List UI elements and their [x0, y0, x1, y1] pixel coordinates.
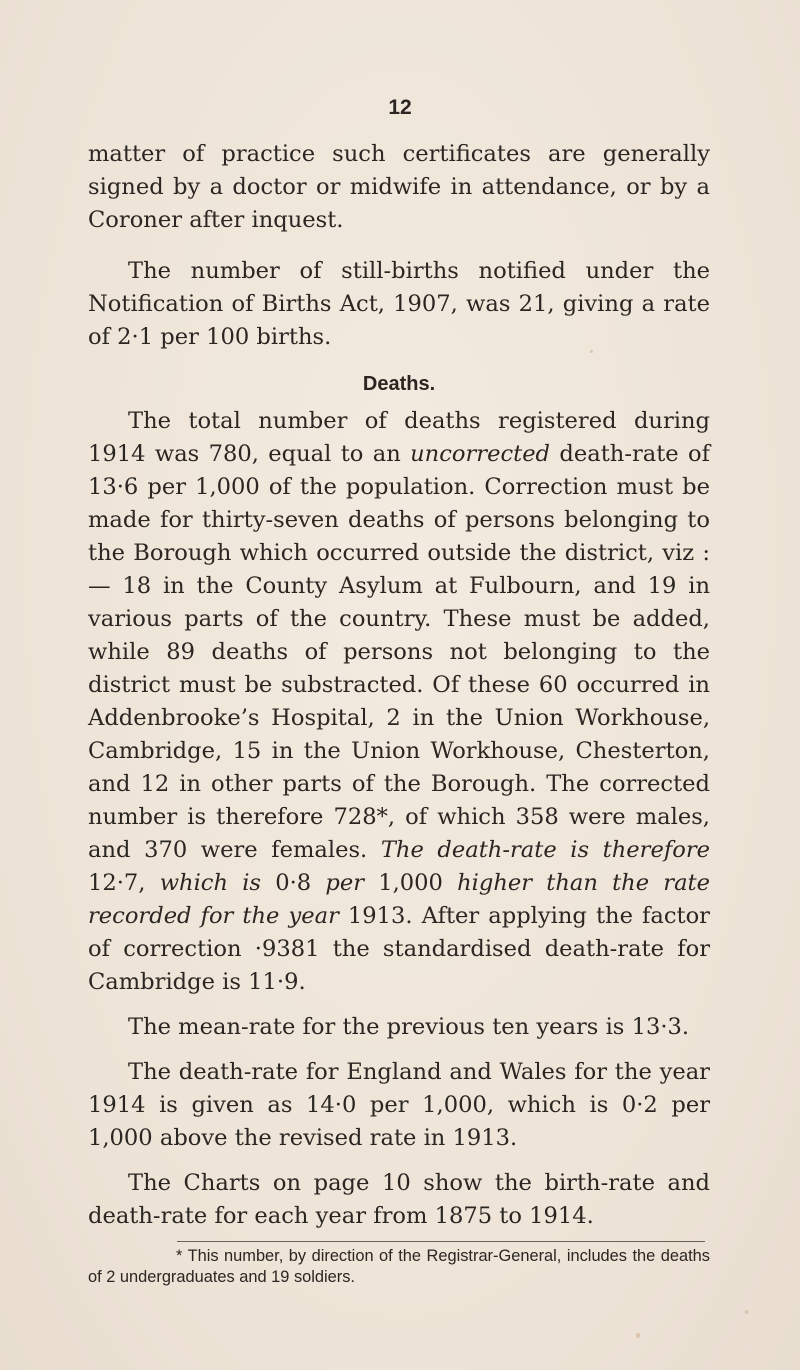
- text-span: 1,000: [364, 870, 458, 896]
- italic-span: The death-rate is therefore: [380, 837, 710, 863]
- text-span: 0·8: [261, 870, 326, 896]
- paragraph-total-deaths: [88, 405, 710, 999]
- footnote: * This number, by direction of the Registrar-General, includes the deaths of 2 undergraduates and 19 soldiers.: [88, 1247, 710, 1286]
- italic-span: uncorrected: [410, 441, 551, 467]
- italic-span: per: [325, 870, 364, 896]
- text-span: 1913. After applying the factor of correction ·9381 the standardised death-rate for Cambridge is 11·9.: [88, 903, 710, 995]
- body-text: [88, 138, 710, 1233]
- text-span: 12·7,: [88, 870, 160, 896]
- paragraph-mean-rate: The mean-rate for the previous ten years is 13·3.: [128, 1014, 690, 1040]
- page-number: 12: [388, 96, 412, 119]
- paragraph-charts-reference: The Charts on page 10 show the birth-rate and death-rate for each year from 1875 to 1914.: [88, 1170, 710, 1229]
- paragraph-england-wales: The death-rate for England and Wales for the year 1914 is given as 14·0 per 1,000, which is 0·2 per 1,000 above the revised rate in 1913.: [88, 1059, 710, 1151]
- paper-stain: [590, 350, 593, 353]
- paragraph-certificates: matter of practice such certificates are generally signed by a doctor or midwife in attendance, or by a Coroner after inquest.: [88, 141, 710, 233]
- italic-span: higher than the rate recorded for the year: [88, 870, 711, 929]
- section-heading-deaths: Deaths.: [362, 373, 436, 395]
- paper-stain: [745, 1310, 748, 1314]
- text-span: death-rate of 13·6 per 1,000 of the population. Correction must be made for thirty-seven deaths of persons belonging to the Borough which occurred outside the district, viz :— 18 in the County Asylum at Fulbourn, and 19 in various parts of the country. These must be added, while 89 deaths of persons not belonging to the district must be substracted. Of these 60 occurred in Addenbrooke’s Hospital, 2 in the Union Workhouse, Cambridge, 15 in the Union Workhouse, Chesterton, and 12 in other parts of the Borough. The corrected number is therefore 728*, of which 358 were males, and 370 were females.: [88, 441, 710, 863]
- text-span: The total number of deaths registered during 1914 was 780, equal to an: [88, 408, 710, 467]
- paper-stain: [636, 1333, 640, 1338]
- footnote-divider: [177, 1241, 705, 1242]
- paragraph-still-births: The number of still-births notified under the Notification of Births Act, 1907, was 21, giving a rate of 2·1 per 100 births.: [88, 258, 710, 350]
- italic-span: which is: [159, 870, 262, 896]
